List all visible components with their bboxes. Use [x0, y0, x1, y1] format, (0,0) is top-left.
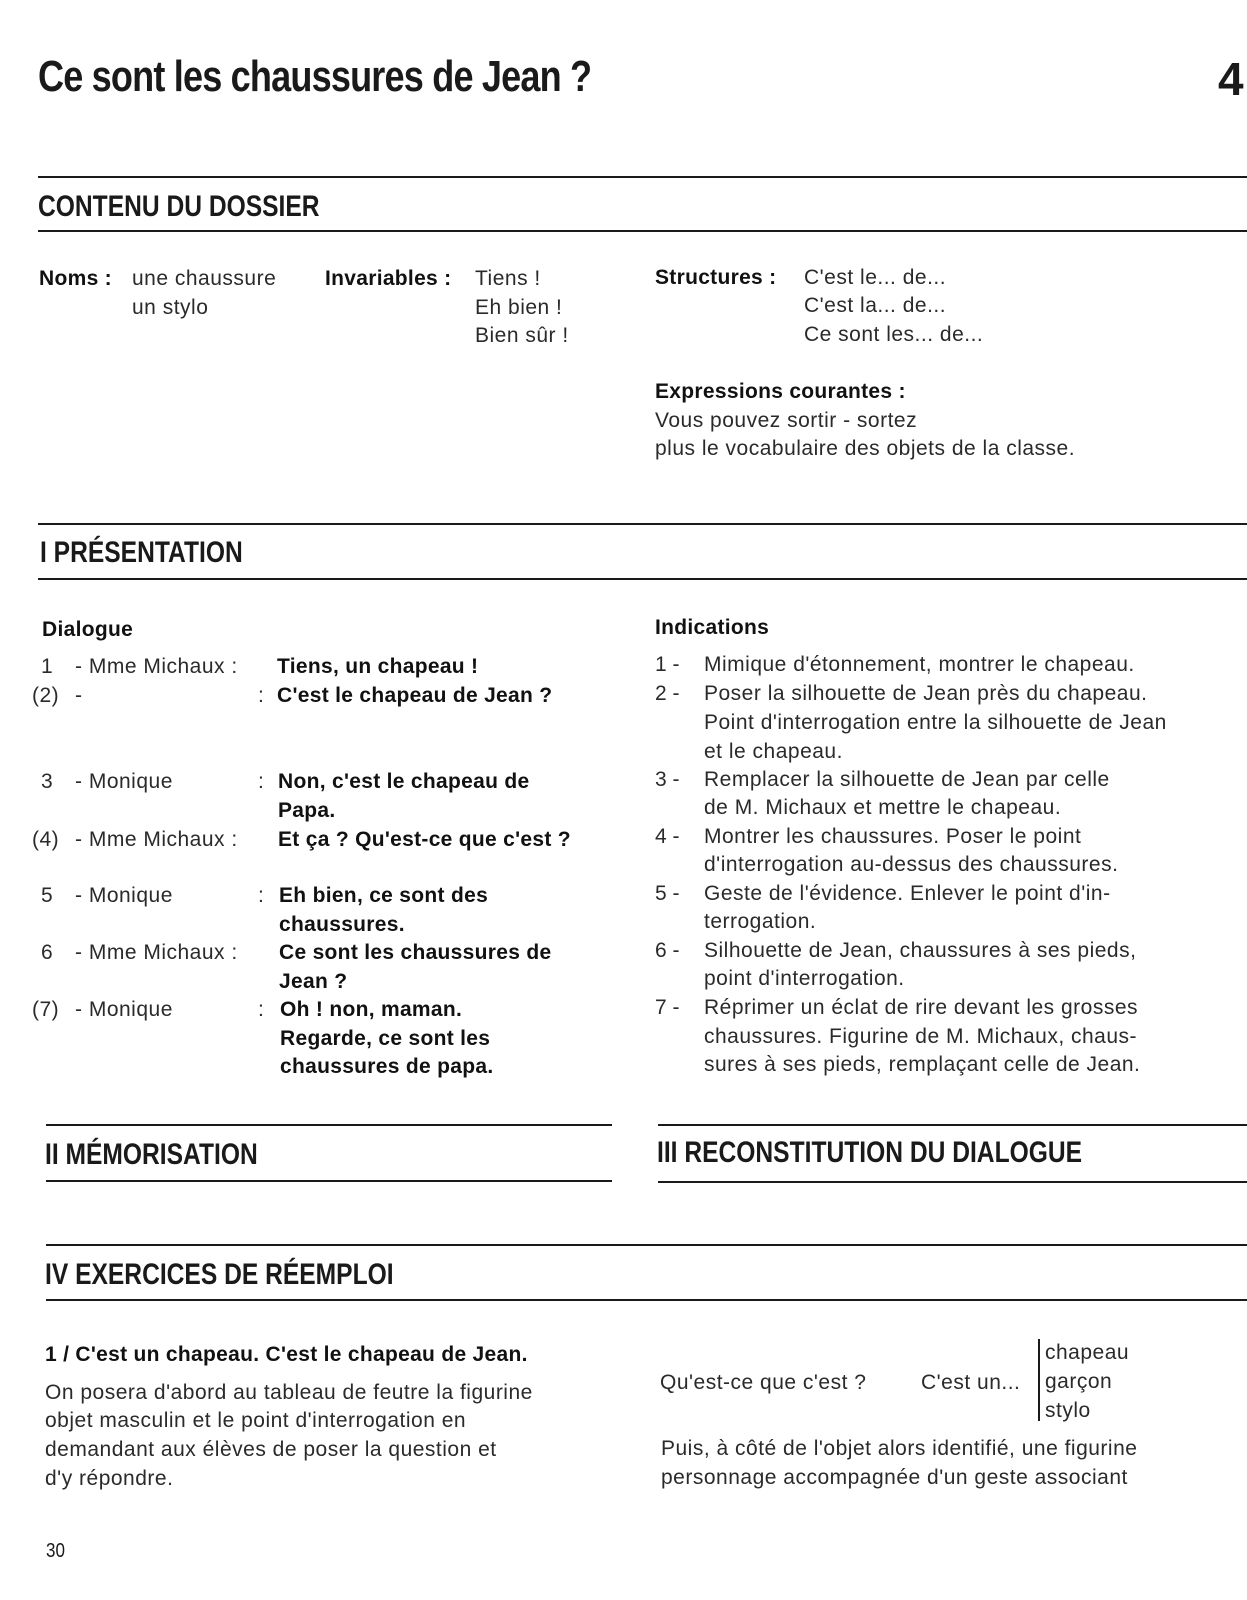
- indication-num: 6 -: [655, 939, 680, 962]
- dialogue-num: (4): [32, 828, 60, 851]
- expressions-label: Expressions courantes :: [655, 380, 906, 403]
- rule: [38, 176, 1247, 178]
- rule: [38, 230, 1247, 232]
- dialogue-colon: :: [258, 684, 265, 707]
- dialogue-line: chaussures.: [279, 913, 405, 936]
- indication-line: chaussures. Figurine de M. Michaux, chaus-: [704, 1025, 1138, 1048]
- dialogue-num: 5: [41, 884, 54, 907]
- indication-line: point d'interrogation.: [704, 967, 905, 990]
- dialogue-speaker: - Mme Michaux :: [75, 655, 238, 678]
- chapter-number: 4: [1218, 53, 1244, 105]
- options-bracket: [1038, 1339, 1040, 1421]
- dialogue-line: Eh bien, ce sont des: [279, 884, 489, 907]
- section-heading-memorisation: II MÉMORISATION: [45, 1138, 258, 1171]
- indication-line: Poser la silhouette de Jean près du chapeau.: [704, 682, 1148, 705]
- exercise-body-line: On posera d'abord au tableau de feutre la figurine: [45, 1381, 533, 1404]
- exercise-option: stylo: [1045, 1399, 1091, 1422]
- dialogue-line: Oh ! non, maman.: [280, 998, 463, 1021]
- dialogue-line: C'est le chapeau de Jean ?: [277, 684, 553, 707]
- dialogue-line: Ce sont les chaussures de: [279, 941, 552, 964]
- dialogue-speaker: - Monique: [75, 884, 173, 907]
- dialogue-num: (2): [32, 684, 60, 707]
- indications-label: Indications: [655, 616, 770, 639]
- indication-line: Silhouette de Jean, chaussures à ses pieds,: [704, 939, 1137, 962]
- dialogue-line: Non, c'est le chapeau de: [278, 770, 530, 793]
- invariables-item: Bien sûr !: [475, 324, 569, 347]
- exercise-question: Qu'est-ce que c'est ?: [660, 1371, 867, 1394]
- indication-line: sures à ses pieds, remplaçant celle de Jean.: [704, 1053, 1141, 1076]
- structures-item: Ce sont les... de...: [804, 323, 984, 346]
- indication-line: de M. Michaux et mettre le chapeau.: [704, 796, 1062, 819]
- dialogue-line: Et ça ? Qu'est-ce que c'est ?: [278, 828, 571, 851]
- dialogue-speaker: -: [75, 684, 83, 707]
- exercise-body-line: d'y répondre.: [45, 1467, 174, 1490]
- dialogue-line: chaussures de papa.: [280, 1055, 494, 1078]
- indication-line: Remplacer la silhouette de Jean par celle: [704, 768, 1110, 791]
- section-heading-presentation: I PRÉSENTATION: [40, 536, 243, 569]
- noms-item: un stylo: [132, 296, 209, 319]
- structures-item: C'est la... de...: [804, 294, 947, 317]
- exercise-option: garçon: [1045, 1370, 1113, 1393]
- dialogue-colon: :: [258, 884, 265, 907]
- dialogue-colon: :: [258, 770, 265, 793]
- dialogue-speaker: - Mme Michaux :: [75, 941, 238, 964]
- indication-num: 1 -: [655, 653, 680, 676]
- indication-line: Point d'interrogation entre la silhouette de Jean: [704, 711, 1167, 734]
- indication-line: terrogation.: [704, 910, 817, 933]
- indication-num: 3 -: [655, 768, 680, 791]
- page-title: Ce sont les chaussures de Jean ?: [38, 52, 592, 101]
- indication-line: d'interrogation au-dessus des chaussures.: [704, 853, 1119, 876]
- expressions-item: plus le vocabulaire des objets de la classe.: [655, 437, 1076, 460]
- dialogue-speaker: - Mme Michaux :: [75, 828, 238, 851]
- section-heading-reconstitution: III RECONSTITUTION DU DIALOGUE: [657, 1136, 1083, 1169]
- invariables-label: Invariables :: [325, 267, 452, 290]
- dialogue-colon: :: [258, 998, 265, 1021]
- section-heading-contenu: CONTENU DU DOSSIER: [38, 190, 320, 223]
- dialogue-line: Papa.: [278, 799, 336, 822]
- indication-line: et le chapeau.: [704, 740, 843, 763]
- indication-line: Montrer les chaussures. Poser le point: [704, 825, 1082, 848]
- exercise-right-line: personnage accompagnée d'un geste associant: [661, 1466, 1128, 1489]
- exercise-title: 1 / C'est un chapeau. C'est le chapeau de Jean.: [45, 1343, 528, 1366]
- rule: [658, 1124, 1247, 1126]
- rule: [46, 1244, 1247, 1246]
- exercise-body-line: demandant aux élèves de poser la question et: [45, 1438, 497, 1461]
- dialogue-speaker: - Monique: [75, 770, 173, 793]
- noms-item: une chaussure: [132, 267, 277, 290]
- dialogue-num: 1: [41, 655, 54, 678]
- structures-item: C'est le... de...: [804, 266, 947, 289]
- page-number: 30: [46, 1540, 65, 1562]
- indication-line: Geste de l'évidence. Enlever le point d'in-: [704, 882, 1111, 905]
- exercise-answer: C'est un...: [921, 1371, 1021, 1394]
- exercise-body-line: objet masculin et le point d'interrogation en: [45, 1409, 467, 1432]
- invariables-item: Eh bien !: [475, 296, 563, 319]
- dialogue-line: Jean ?: [279, 970, 348, 993]
- expressions-item: Vous pouvez sortir - sortez: [655, 409, 918, 432]
- noms-label: Noms :: [39, 267, 112, 290]
- rule: [46, 1124, 612, 1126]
- indication-num: 5 -: [655, 882, 680, 905]
- indication-num: 2 -: [655, 682, 680, 705]
- dialogue-num: 6: [41, 941, 54, 964]
- section-heading-exercices: IV EXERCICES DE RÉEMPLOI: [45, 1258, 394, 1291]
- dialogue-label: Dialogue: [42, 618, 134, 641]
- invariables-item: Tiens !: [475, 267, 541, 290]
- dialogue-line: Regarde, ce sont les: [280, 1027, 491, 1050]
- indication-line: Réprimer un éclat de rire devant les grosses: [704, 996, 1139, 1019]
- structures-label: Structures :: [655, 266, 777, 289]
- rule: [46, 1180, 612, 1182]
- dialogue-speaker: - Monique: [75, 998, 173, 1021]
- indication-num: 4 -: [655, 825, 680, 848]
- rule: [658, 1181, 1247, 1183]
- dialogue-line: Tiens, un chapeau !: [277, 655, 479, 678]
- indication-num: 7 -: [655, 996, 680, 1019]
- exercise-option: chapeau: [1045, 1341, 1130, 1364]
- rule: [38, 578, 1247, 580]
- exercise-right-line: Puis, à côté de l'objet alors identifié, une figurine: [661, 1437, 1138, 1460]
- rule: [46, 1299, 1247, 1301]
- indication-line: Mimique d'étonnement, montrer le chapeau.: [704, 653, 1135, 676]
- rule: [38, 523, 1247, 525]
- dialogue-num: (7): [32, 998, 60, 1021]
- dialogue-num: 3: [41, 770, 54, 793]
